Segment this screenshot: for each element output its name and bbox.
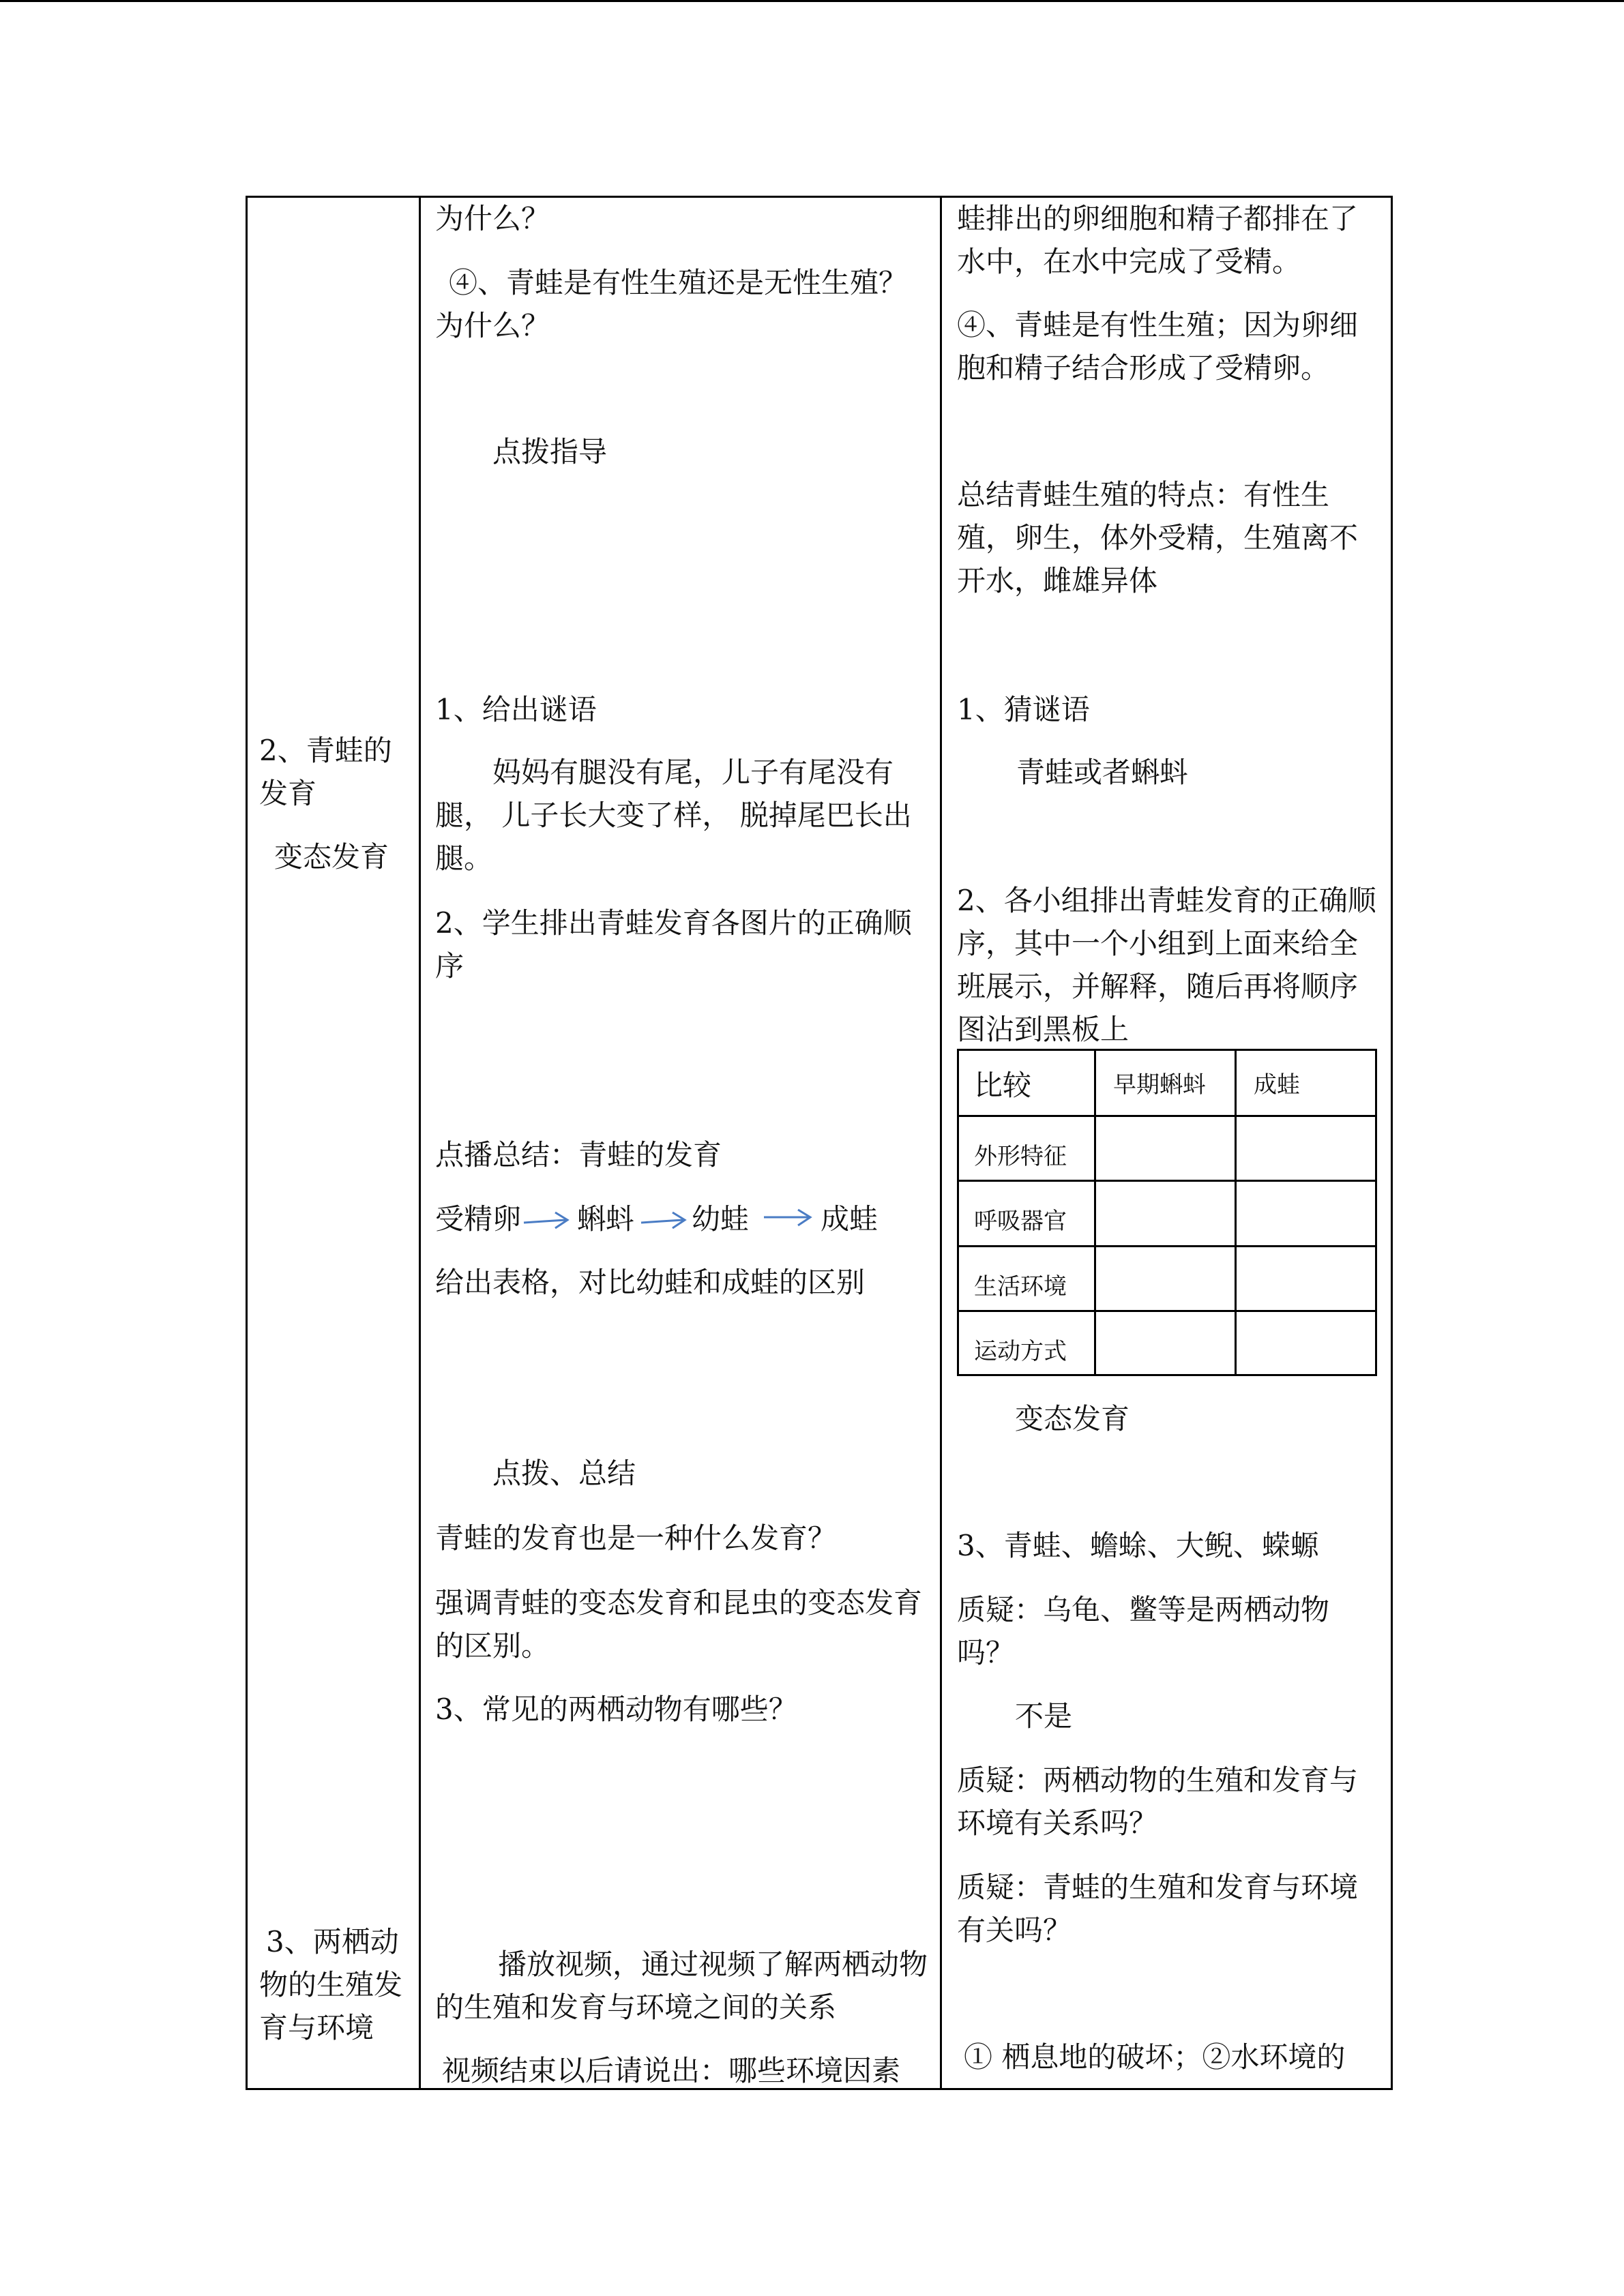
teacher-text-line: 强调青蛙的变态发育和昆虫的变态发育: [435, 1586, 923, 1620]
table-row-label: 外形特征: [974, 1143, 1067, 1170]
student-text-line: 殖，卵生，体外受精，生殖离不: [957, 521, 1359, 554]
student-text-line: 质疑：两栖动物的生殖和发育与: [957, 1763, 1359, 1797]
column-divider-2: [940, 196, 942, 2090]
student-text-line: 吗？: [957, 1636, 1015, 1669]
page-top-rule: [0, 0, 1624, 2]
student-text-line: 总结青蛙生殖的特点：有性生: [957, 478, 1330, 511]
section2-title-line2: 发育: [259, 777, 317, 810]
student-text-line: ④、青蛙是有性生殖；因为卵细: [957, 308, 1359, 342]
teacher-text-line: 播放视频，通过视频了解两栖动物: [498, 1948, 928, 1981]
riddle-line: 腿。: [435, 841, 493, 875]
teacher-text-line: 青蛙的发育也是一种什么发育？: [435, 1521, 837, 1555]
student-text-line: 班展示，并解释，随后再将顺序: [957, 970, 1359, 1003]
teacher-text-line: ④、青蛙是有性生殖还是无性生殖？: [449, 266, 908, 299]
flow-arrow-icon: [640, 1209, 688, 1231]
student-text-line: 水中，在水中完成了受精。: [957, 245, 1301, 278]
table-row-label: 呼吸器官: [974, 1208, 1067, 1235]
flow-stage-adult-frog: 成蛙: [821, 1202, 879, 1236]
student-text-line: 有关吗？: [957, 1913, 1072, 1947]
flow-stage-froglet: 幼蛙: [692, 1202, 750, 1236]
table-row-label: 生活环境: [974, 1273, 1067, 1300]
teacher-text-line: 给出表格，对比幼蛙和成蛙的区别: [435, 1266, 866, 1299]
comparison-table: [957, 1049, 1377, 1376]
riddle-line: 妈妈有腿没有尾，儿子有尾没有: [492, 756, 894, 789]
section3-title-line2: 物的生殖发: [259, 1968, 403, 2001]
section3-title-line3: 育与环境: [259, 2011, 374, 2044]
student-text-line: 蛙排出的卵细胞和精子都排在了: [957, 202, 1359, 235]
flow-stage-fertilized-egg: 受精卵: [435, 1202, 522, 1236]
student-text-line: 2、各小组排出青蛙发育的正确顺: [957, 884, 1376, 917]
student-text-line: 不是: [1015, 1699, 1073, 1733]
flow-stage-tadpole: 蝌蚪: [577, 1202, 635, 1236]
teacher-text-line: 3、常见的两栖动物有哪些？: [435, 1693, 797, 1726]
student-text-line: 图沾到黑板上: [957, 1013, 1130, 1046]
student-text-line: 青蛙或者蝌蚪: [1016, 756, 1189, 789]
teacher-text-line: 为什么？: [435, 309, 550, 342]
student-text-line: 3、青蛙、蟾蜍、大鲵、蝾螈: [957, 1529, 1319, 1562]
teacher-text-line: 2、学生排出青蛙发育各图片的正确顺: [435, 906, 912, 940]
teacher-text-line: 1、给出谜语: [435, 693, 597, 726]
riddle-line: 腿， 儿子长大变了样， 脱掉尾巴长出: [435, 799, 912, 832]
teacher-text-line: 为什么？: [435, 202, 550, 235]
teacher-text-line: 视频结束以后请说出：哪些环境因素: [442, 2054, 901, 2087]
student-text-line: 质疑：乌龟、鳖等是两栖动物: [957, 1593, 1330, 1626]
student-text-line: 变态发育: [1015, 1402, 1130, 1435]
student-text-line: ① 栖息地的破坏；②水环境的: [964, 2040, 1346, 2074]
section3-title-line1: 3、两栖动: [266, 1925, 399, 1958]
student-text-line: 1、猜谜语: [957, 693, 1090, 726]
table-header-adult-frog: 成蛙: [1254, 1071, 1300, 1099]
teacher-text-line: 点播总结：青蛙的发育: [435, 1138, 722, 1172]
flow-arrow-icon: [522, 1209, 570, 1231]
table-header-compare: 比较: [974, 1069, 1032, 1102]
teacher-text-line: 的生殖和发育与环境之间的关系: [435, 1991, 837, 2024]
flow-arrow-icon: [763, 1206, 813, 1228]
section2-subtitle: 变态发育: [274, 840, 389, 874]
student-text-line: 胞和精子结合形成了受精卵。: [957, 351, 1330, 385]
section2-title-line1: 2、青蛙的: [259, 734, 392, 767]
student-text-line: 序，其中一个小组到上面来给全: [957, 927, 1359, 960]
table-header-early-tadpole: 早期蝌蚪: [1113, 1071, 1206, 1099]
teacher-text-line: 的区别。: [435, 1629, 550, 1663]
teacher-heading: 点拨、总结: [492, 1457, 636, 1490]
table-row-label: 运动方式: [974, 1338, 1067, 1365]
teacher-heading: 点拨指导: [492, 435, 608, 468]
student-text-line: 环境有关系吗？: [957, 1806, 1158, 1840]
student-text-line: 质疑：青蛙的生殖和发育与环境: [957, 1870, 1359, 1904]
student-text-line: 开水，雌雄异体: [957, 564, 1158, 597]
teacher-text-line: 序: [435, 949, 464, 983]
column-divider-1: [419, 196, 421, 2090]
